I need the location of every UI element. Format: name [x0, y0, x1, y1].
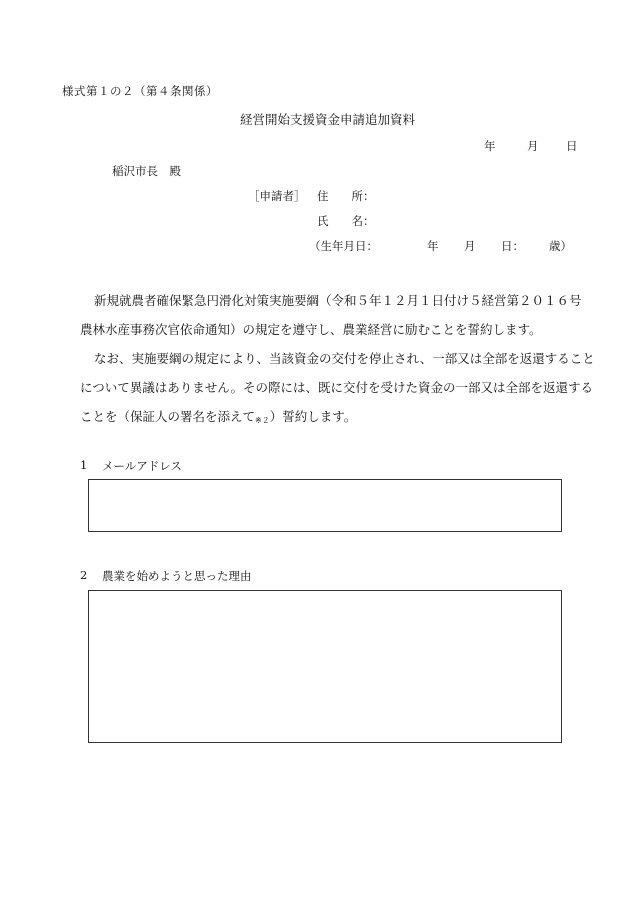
body-line-3: なお、実施要綱の規定により、当該資金の交付を停止され、一部又は全部を返還すること: [94, 351, 595, 366]
section-2-label: 農業を始めようと思った理由: [102, 569, 252, 583]
email-address-box[interactable]: [88, 479, 562, 532]
section-1-number: 1: [80, 458, 88, 472]
birth-year-label: 年: [427, 239, 439, 253]
addressee: 稲沢市長 殿: [112, 164, 181, 178]
address-label: 住 所：: [317, 189, 375, 203]
birth-age-label: 歳）: [549, 239, 572, 253]
footnote-marker: ※２: [255, 416, 270, 425]
birthdate-open: （生年月日：: [309, 239, 378, 253]
document-title: 経営開始支援資金申請追加資料: [240, 112, 416, 127]
section-2-number: 2: [80, 568, 88, 582]
birth-month-label: 月: [464, 239, 476, 253]
reason-box[interactable]: [88, 590, 562, 743]
body-line-4: について異議はありません。その際には、既に交付を受けた資金の一部又は全部を返還する: [80, 380, 594, 395]
name-label: 氏 名：: [317, 214, 375, 228]
body-line-2: 農林水産事務次官依命通知）の規定を遵守し、農業経営に励むことを誓約します。: [80, 322, 542, 337]
date-year: 年: [484, 139, 496, 153]
pledge-body: [80, 286, 600, 435]
applicant-label: ［申請者］: [248, 189, 306, 203]
body-line-5: [80, 402, 600, 435]
date-month: 月: [527, 139, 539, 153]
body-line-1: 新規就農者確保緊急円滑化対策実施要綱（令和５年１２月１日付け５経営第２０１６号: [94, 293, 582, 308]
form-number: 様式第１の２（第４条関係）: [62, 84, 218, 98]
date-day: 日: [566, 139, 578, 153]
birth-day-label: 日：: [501, 239, 524, 253]
section-1-label: メールアドレス: [102, 459, 182, 473]
body-line-5-pre: ことを（保証人の署名を添えて: [80, 409, 256, 424]
body-line-5-post: ）誓約します。: [269, 409, 357, 424]
